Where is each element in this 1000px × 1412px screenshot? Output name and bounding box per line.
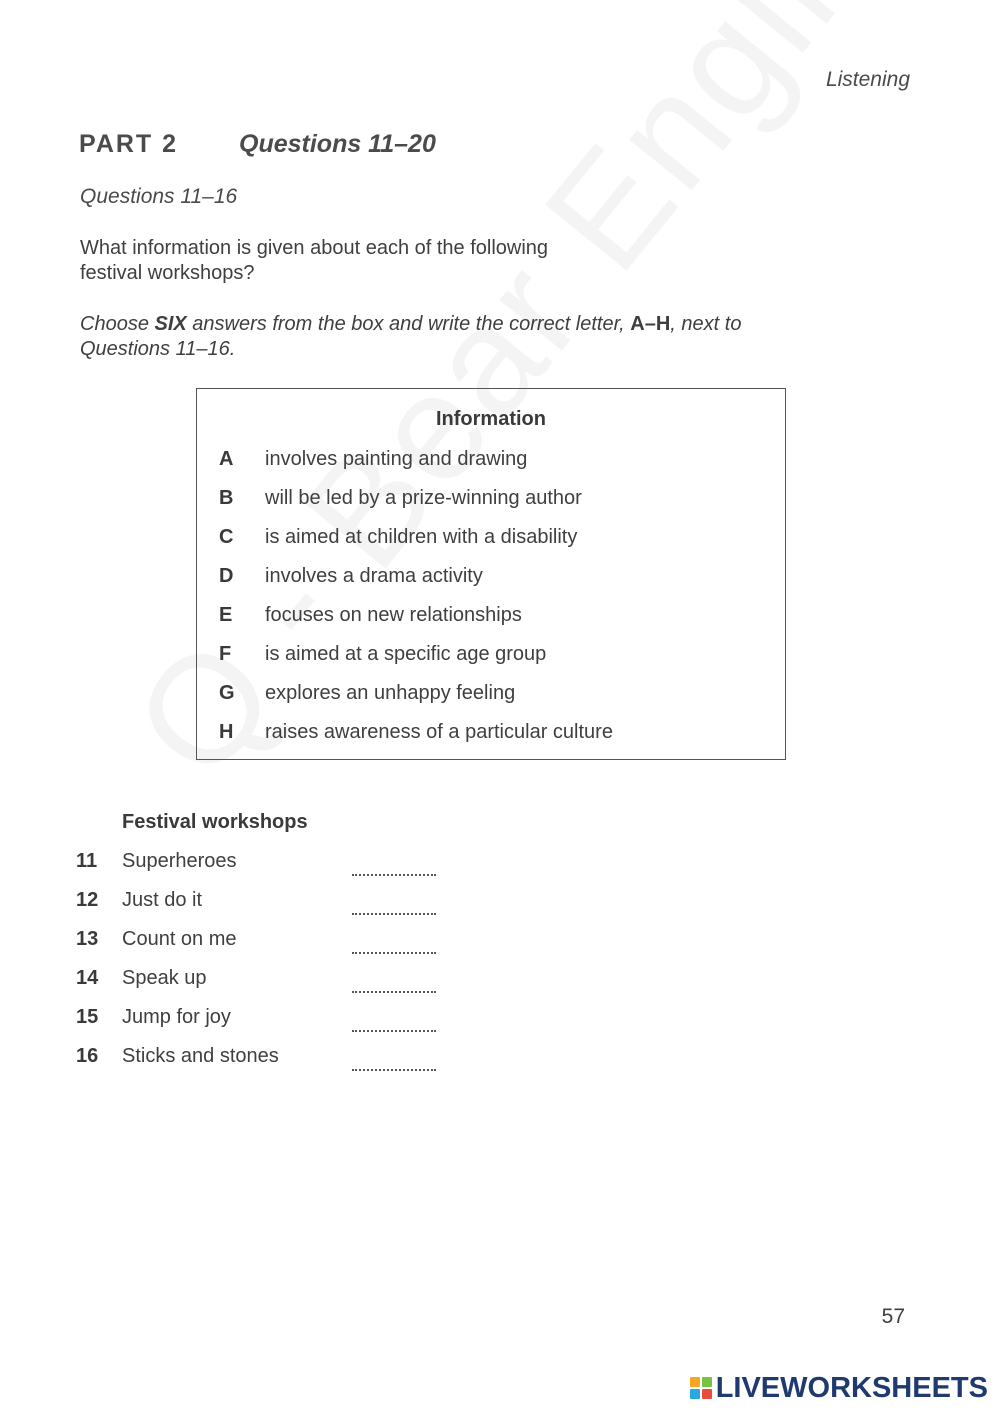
answer-blank-11[interactable] (352, 860, 436, 876)
workshops-title: Festival workshops (122, 811, 308, 833)
logo-tile (690, 1377, 700, 1387)
info-item-f (219, 643, 546, 666)
answer-blank-13[interactable] (352, 938, 436, 954)
info-item-c (219, 526, 577, 549)
logo-tile (702, 1389, 712, 1399)
info-item-g (219, 682, 515, 705)
info-letter: D (219, 565, 234, 587)
part-heading (79, 130, 436, 159)
info-text: explores an unhappy feeling (265, 682, 516, 704)
info-letter: H (219, 721, 234, 743)
question-line-2: festival workshops? (80, 262, 255, 284)
page-number: 57 (881, 1305, 905, 1328)
workshop-name: Speak up (122, 967, 207, 989)
question-number: 14 (76, 967, 99, 989)
logo-tile (690, 1389, 700, 1399)
info-text: is aimed at children with a disability (265, 526, 578, 548)
workshop-name: Jump for joy (122, 1006, 231, 1028)
information-box (196, 388, 786, 760)
question-line-1: What information is given about each of the following (80, 237, 549, 259)
info-text: focuses on new relationships (265, 604, 522, 626)
answer-blank-14[interactable] (352, 977, 436, 993)
question-number: 16 (76, 1045, 99, 1067)
workshop-name: Superheroes (122, 850, 237, 872)
info-text: involves painting and drawing (265, 448, 528, 470)
info-letter: E (219, 604, 233, 626)
workshop-name: Count on me (122, 928, 237, 950)
answer-blank-15[interactable] (352, 1016, 436, 1032)
info-letter: C (219, 526, 234, 548)
liveworksheets-logo-icon (690, 1377, 712, 1399)
workshop-name: Just do it (122, 889, 203, 911)
question-number: 13 (76, 928, 99, 950)
instruction-count: SIX (154, 313, 187, 335)
liveworksheets-brand[interactable] (690, 1372, 988, 1404)
instruction-prefix: Choose (80, 313, 155, 335)
info-letter: B (219, 487, 234, 509)
info-text: will be led by a prize-winning author (265, 487, 582, 509)
info-letter: F (219, 643, 232, 665)
part-questions-range: Questions 11–20 (239, 130, 436, 158)
info-item-h (219, 721, 613, 744)
question-text (80, 236, 600, 286)
brand-name: LIVEWORKSHEETS (715, 1371, 988, 1404)
sub-heading: Questions 11–16 (80, 185, 238, 208)
info-item-d (219, 565, 483, 588)
info-item-e (219, 604, 522, 627)
section-label: Listening (825, 68, 910, 91)
part-label: PART 2 (79, 130, 179, 158)
question-number: 11 (76, 850, 98, 872)
instruction-suffix: , next to (670, 313, 742, 335)
info-letter: G (219, 682, 235, 704)
instruction-line-1 (80, 312, 820, 337)
instruction-range: A–H (630, 313, 671, 335)
workshop-name: Sticks and stones (122, 1045, 279, 1067)
info-text: raises awareness of a particular culture (265, 721, 613, 743)
question-number: 12 (76, 889, 99, 911)
info-item-b (219, 487, 582, 510)
question-number: 15 (76, 1006, 99, 1028)
instruction (80, 312, 820, 362)
info-text: involves a drama activity (265, 565, 483, 587)
instruction-middle: answers from the box and write the correct letter, (186, 313, 631, 335)
answer-blank-16[interactable] (352, 1055, 436, 1071)
instruction-line-2: Questions 11–16. (80, 338, 236, 360)
info-item-a (219, 448, 527, 471)
information-title: Information (436, 408, 546, 430)
info-text: is aimed at a specific age group (265, 643, 547, 665)
answer-blank-12[interactable] (352, 899, 436, 915)
info-letter: A (219, 448, 234, 470)
logo-tile (702, 1377, 712, 1387)
